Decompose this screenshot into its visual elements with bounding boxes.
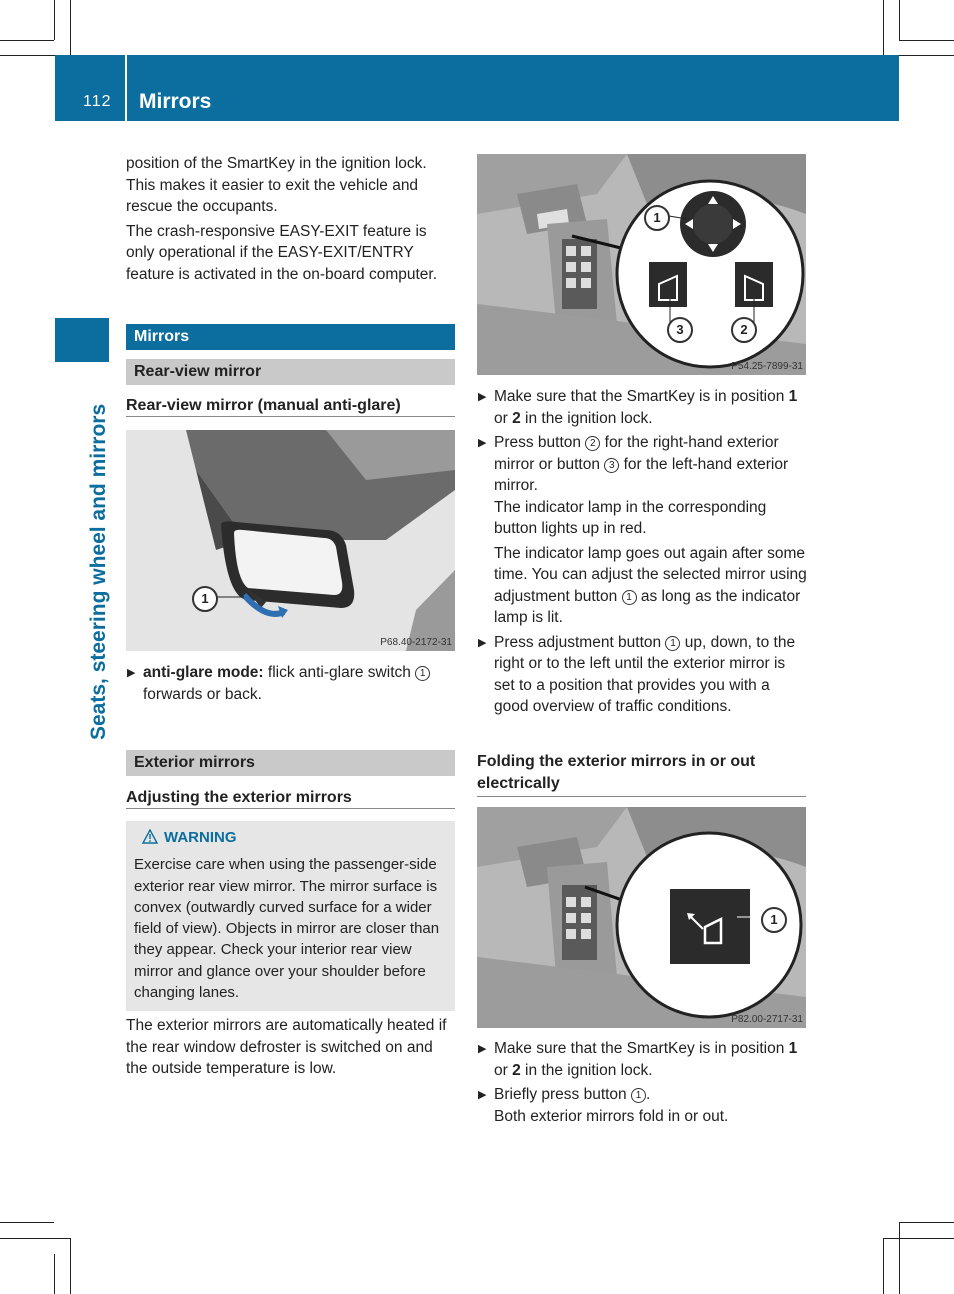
side-chapter-title: Seats, steering wheel and mirrors <box>87 403 110 740</box>
step-text: Make sure that the SmartKey is in position <box>494 388 789 405</box>
fold-steps <box>477 1038 808 1130</box>
crop-mark <box>899 0 900 40</box>
callout-1: 1 <box>644 205 670 231</box>
step-text: . <box>645 1086 651 1103</box>
step-text: or <box>494 409 513 427</box>
step-text: The indicator lamp goes out again after some time. You can adjust the selected mirror using adjustment button <box>494 544 807 605</box>
crop-mark <box>54 1254 55 1294</box>
position-2: 2 <box>512 409 521 427</box>
heated-paragraph: The exterior mirrors are automatically heated if the rear window defroster is switched on and the outside temperature is low. <box>126 1017 447 1077</box>
page-number: 112 <box>83 93 112 110</box>
exterior-mirrors-heading: Exterior mirrors <box>126 750 455 776</box>
left-column <box>126 153 456 288</box>
step-text: for the left-hand exterior mirror. <box>494 455 789 494</box>
step-arrow-icon: ▶ <box>478 437 487 449</box>
step-arrow-icon: ▶ <box>478 1043 487 1055</box>
crop-mark <box>899 1222 954 1223</box>
callout-3: 3 <box>667 317 693 343</box>
step-note: Both exterior mirrors fold in or out. <box>494 1107 729 1125</box>
warning-box <box>126 821 455 1011</box>
intro-paragraph-1: position of the SmartKey in the ignition lock. This makes it easier to exit the vehicle and rescue the occupants. <box>126 155 427 215</box>
number-badge: 1 <box>665 636 680 651</box>
step-item <box>477 386 808 429</box>
number-badge: 1 <box>622 590 637 605</box>
crop-mark <box>0 1238 70 1239</box>
step-item <box>477 632 808 718</box>
step-text: Press adjustment button <box>494 633 666 651</box>
position-1: 1 <box>788 1040 798 1057</box>
anti-glare-step <box>126 662 456 708</box>
crop-mark <box>0 1222 54 1223</box>
page-header <box>55 55 899 121</box>
adjust-steps <box>477 386 808 721</box>
step-text: as long as the indicator lamp is lit. <box>494 587 801 626</box>
rearview-subheading: Rear-view mirror (manual anti-glare) <box>126 397 455 417</box>
crop-mark <box>0 40 54 41</box>
number-badge: 1 <box>631 1088 646 1103</box>
step-note: The indicator lamp in the corresponding button lights up in red. <box>494 498 767 537</box>
callout-2: 2 <box>731 317 757 343</box>
number-badge: 3 <box>604 458 619 473</box>
step-text: or <box>494 1061 513 1079</box>
step-text: Make sure that the SmartKey is in position <box>494 1040 789 1057</box>
step-arrow-icon: ▶ <box>478 1089 487 1101</box>
step-text: in the ignition lock. <box>520 409 653 427</box>
step-text: Press button <box>494 434 586 451</box>
step-arrow-icon: ▶ <box>478 636 487 649</box>
position-1: 1 <box>788 388 798 405</box>
crop-mark <box>883 1238 954 1239</box>
rearview-mirror-figure <box>126 430 455 651</box>
step-arrow-icon: ▶ <box>127 667 136 679</box>
header-divider <box>125 55 127 121</box>
door-panel-fold-illustration <box>477 807 806 1028</box>
fold-subheading: Folding the exterior mirrors in or out electrically <box>477 751 806 797</box>
warning-title-row <box>134 827 447 850</box>
crop-mark <box>883 0 884 55</box>
figure-code: P54.25-7899-31 <box>731 361 803 372</box>
crop-mark <box>70 0 71 55</box>
side-tab <box>55 318 109 362</box>
step-arrow-icon: ▶ <box>478 391 487 403</box>
section-title: Mirrors <box>139 90 212 113</box>
position-2: 2 <box>512 1061 521 1079</box>
step-bold-label: anti-glare mode: <box>143 664 264 681</box>
figure-code: P82.00-2717-31 <box>731 1014 803 1025</box>
step-text: up, down, to the right or to the left until the exterior mirror is set to a position that provides you with a good overview of traffic conditions. <box>494 633 796 715</box>
number-badge: 1 <box>415 666 430 681</box>
intro-paragraph-2: The crash-responsive EASY-EXIT feature is only operational if the EASY-EXIT/ENTRY feature is activated in the on-board computer. <box>126 222 438 283</box>
step-item <box>126 662 456 705</box>
step-text: Briefly press button <box>494 1086 631 1103</box>
door-panel-illustration <box>477 154 806 375</box>
step-text: flick anti-glare switch <box>263 664 416 681</box>
warning-triangle-icon <box>142 829 158 850</box>
step-text: in the ignition lock. <box>520 1061 653 1079</box>
callout-1: 1 <box>192 586 218 612</box>
rearview-heading: Rear-view mirror <box>126 359 455 385</box>
adjust-subheading: Adjusting the exterior mirrors <box>126 789 455 809</box>
step-item <box>477 1084 808 1127</box>
crop-mark <box>883 1238 884 1294</box>
step-note <box>494 543 808 629</box>
crop-mark <box>70 1238 71 1294</box>
warning-title: WARNING <box>164 829 237 846</box>
callout-1: 1 <box>761 907 787 933</box>
rearview-mirror-illustration <box>126 430 455 651</box>
crop-mark <box>54 0 55 40</box>
figure-code: P68.40-2172-31 <box>380 637 452 648</box>
warning-text: Exercise care when using the passenger-side exterior rear view mirror. The mirror surface is convex (outwardly curved surface for a wider field of view). Objects in mirror are closer than they appear. Check your interior rear view mirror and glance over your shoulder before changing lanes. <box>134 856 440 1002</box>
step-item <box>477 1038 808 1081</box>
step-text: forwards or back. <box>143 685 262 703</box>
crop-mark <box>899 40 954 41</box>
step-item <box>477 432 808 629</box>
mirrors-heading: Mirrors <box>126 324 455 350</box>
mirror-adjust-figure <box>477 154 806 375</box>
crop-mark <box>899 1222 900 1294</box>
step-text: for the right-hand exterior mirror or button <box>494 434 779 473</box>
heated-paragraph-block <box>126 1015 456 1083</box>
number-badge: 2 <box>585 436 600 451</box>
mirror-fold-figure <box>477 807 806 1028</box>
